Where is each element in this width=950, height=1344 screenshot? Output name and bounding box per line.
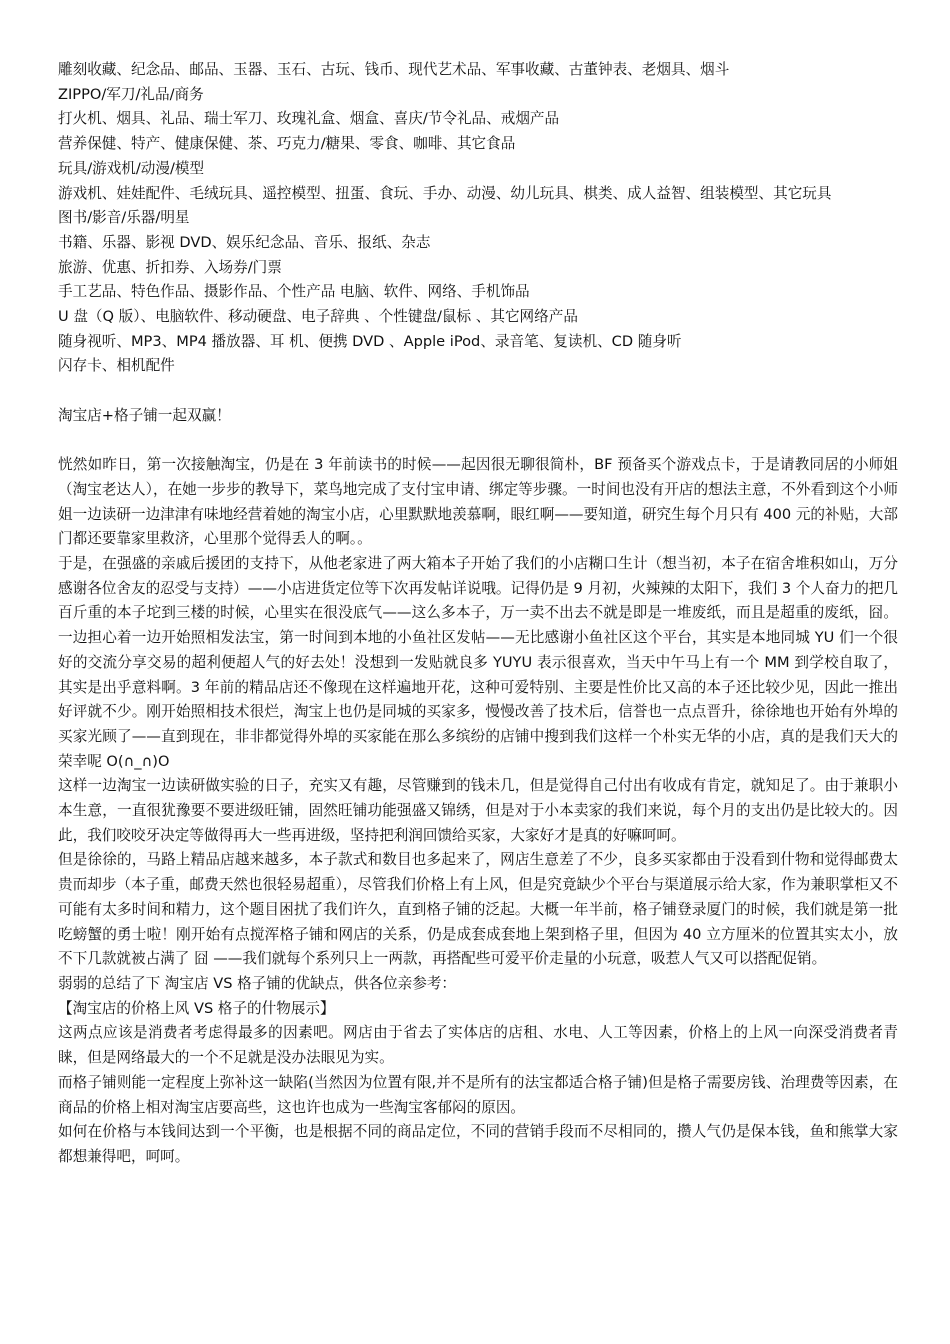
category-heading: ZIPPO/军刀/礼品/商务 (58, 85, 204, 103)
paragraph: 恍然如昨日，第一次接触淘宝，仍是在 3 年前读书的时候——起因很无聊很简朴，BF 预备买个游戏点卡，于是请教同居的小师姐（淘宝老达人），在她一步步的教导下，菜鸟地完成了支付宝申请、绑定等步骤。一时间也没有开店的想法主意，不外看到这个小师姐一边读研一边津津有味地经营着她的淘宝小店，心里默默地羡慕啊，眼红啊——要知道，研究生每个月只有 400 元的补贴，大部门都还要靠家里救济，心里那个觉得丢人的啊。。 (58, 456, 898, 548)
spacer (58, 429, 898, 454)
paragraph: 这样一边淘宝一边读研做实验的日子，充实又有趣，尽管赚到的钱未几，但是觉得自己付出有收成有肯定，就知足了。由于兼职小本生意，一直很犹豫要不要进级旺铺，固然旺铺功能强盛又锦绣，但是对于小本卖家的我们来说，每个月的支出仍是比较大的。因此，我们咬咬牙决定等做得再大一些再进级，坚持把利润回馈给买家，大家好才是真的好嘛呵呵。 (58, 777, 898, 844)
category-line: U 盘（Q 版）、电脑软件、移动硬盘、电子辞典 、个性键盘/鼠标 、其它网络产品 (58, 308, 578, 326)
article-headline: 淘宝店+格子铺一起双赢！ (58, 406, 231, 424)
category-line: 旅游、优惠、折扣券、入场券/门票 (58, 258, 282, 276)
category-line: 雕刻收藏、纪念品、邮品、玉器、玉石、古玩、钱币、现代艺术品、军事收藏、古董钟表、老烟具、烟斗 (58, 61, 730, 78)
category-line: 打火机、烟具、礼品、瑞士军刀、玫瑰礼盒、烟盒、喜庆/节令礼品、戒烟产品 (58, 110, 560, 128)
paragraph: 而格子铺则能一定程度上弥补这一缺陷(当然因为位置有限,并不是所有的法宝都适合格子铺)但是格子需要房钱、治理费等因素，在商品的价格上相对淘宝店要高些，这也许也成为一些淘宝客郁闷的原因。 (58, 1073, 898, 1116)
paragraph: 但是徐徐的，马路上精品店越来越多，本子款式和数目也多起来了，网店生意差了不少，良多买家都由于没看到什物和觉得邮费太贵而却步（本子重，邮费天然也很轻易超重），尽管我们价格上有上风，但是究竟缺少个平台与渠道展示给大家，作为兼职掌柜又不可能有太多时间和精力，这个题目困扰了我们许久，直到格子铺的泛起。大概一年半前，格子铺登录厦门的时候，我们就是第一批吃螃蟹的勇士啦！刚开始有点搅浑格子铺和网店的关系，仍是成套成套地上架到格子里，但因为 40 立方厘米的位置其实太小，放不下几款就被占满了 囧 ——我们就每个系列只上一两款，再搭配些可爱平价走量的小玩意，吸惹人气又可以搭配促销。 (58, 851, 898, 968)
document-page (58, 58, 898, 1170)
category-line: 闪存卡、相机配件 (58, 357, 175, 375)
category-line: 营养保健、特产、健康保健、茶、巧克力/糖果、零食、咖啡、其它食品 (58, 135, 516, 153)
category-heading: 玩具/游戏机/动漫/模型 (58, 159, 205, 177)
paragraph: 弱弱的总结了下 淘宝店 VS 格子铺的优缺点，供各位亲参考： (58, 974, 457, 992)
paragraph: 这两点应该是消费者考虑得最多的因素吧。网店由于省去了实体店的店租、水电、人工等因素，价格上的上风一向深受消费者青睐，但是网络最大的一个不足就是没办法眼见为实。 (58, 1024, 898, 1067)
paragraph: 于是，在强盛的亲戚后援团的支持下，从他老家进了两大箱本子开始了我们的小店糊口生计（想当初，本子在宿舍堆积如山，万分感谢各位舍友的忍受与支持）——小店进货定位等下次再发帖详说哦。记得仍是 9 月初，火辣辣的太阳下，我们 3 个人奋力的把几百斤重的本子坨到三楼的时候，心里实在很没底气——这么多本子，万一卖不出去不就是即是一堆废纸，而且是超重的废纸，囧。一边担心着一边开始照相发法宝，第一时间到本地的小鱼社区发帖——无比感谢小鱼社区这个平台，其实是本地同城 YU 们一个很好的交流分享交易的超利便超人气的好去处！没想到一发贴就良多 YUYU 表示很喜欢，当天中午马上有一个 MM 到学校自取了，其实是出乎意料啊。3 年前的精品店还不像现在这样遍地开花，这种可爱特别、主要是性价比又高的本子还比较少见，因此一推出好评就不少。刚开始照相技术很烂，淘宝上也仍是同城的买家多，慢慢改善了技术后，信誉也一点点晋升，徐徐地也开始有外埠的买家光顾了——直到现在，非非都觉得外埠的买家能在那么多缤纷的店铺中搜到我们这样一个朴实无华的小店，真的是我们天大的荣幸呢 O(∩_∩)O (58, 555, 898, 770)
spacer (58, 379, 898, 404)
category-line: 书籍、乐器、影视 DVD、娱乐纪念品、音乐、报纸、杂志 (58, 233, 431, 251)
section-heading: 【淘宝店的价格上风 VS 格子的什物展示】 (58, 999, 335, 1017)
category-line: 手工艺品、特色作品、摄影作品、个性产品 电脑、软件、网络、手机饰品 (58, 283, 530, 301)
category-line: 游戏机、娃娃配件、毛绒玩具、遥控模型、扭蛋、食玩、手办、动漫、幼儿玩具、棋类、成人益智、组装模型、其它玩具 (58, 184, 832, 202)
category-heading: 图书/影音/乐器/明星 (58, 209, 190, 227)
category-line: 随身视听、MP3、MP4 播放器、耳 机、便携 DVD 、Apple iPod、录音笔、复读机、CD 随身听 (58, 332, 682, 350)
paragraph: 如何在价格与本钱间达到一个平衡，也是根据不同的商品定位，不同的营销手段而不尽相同的，攒人气仍是保本钱，鱼和熊掌大家都想兼得吧，呵呵。 (58, 1123, 898, 1165)
